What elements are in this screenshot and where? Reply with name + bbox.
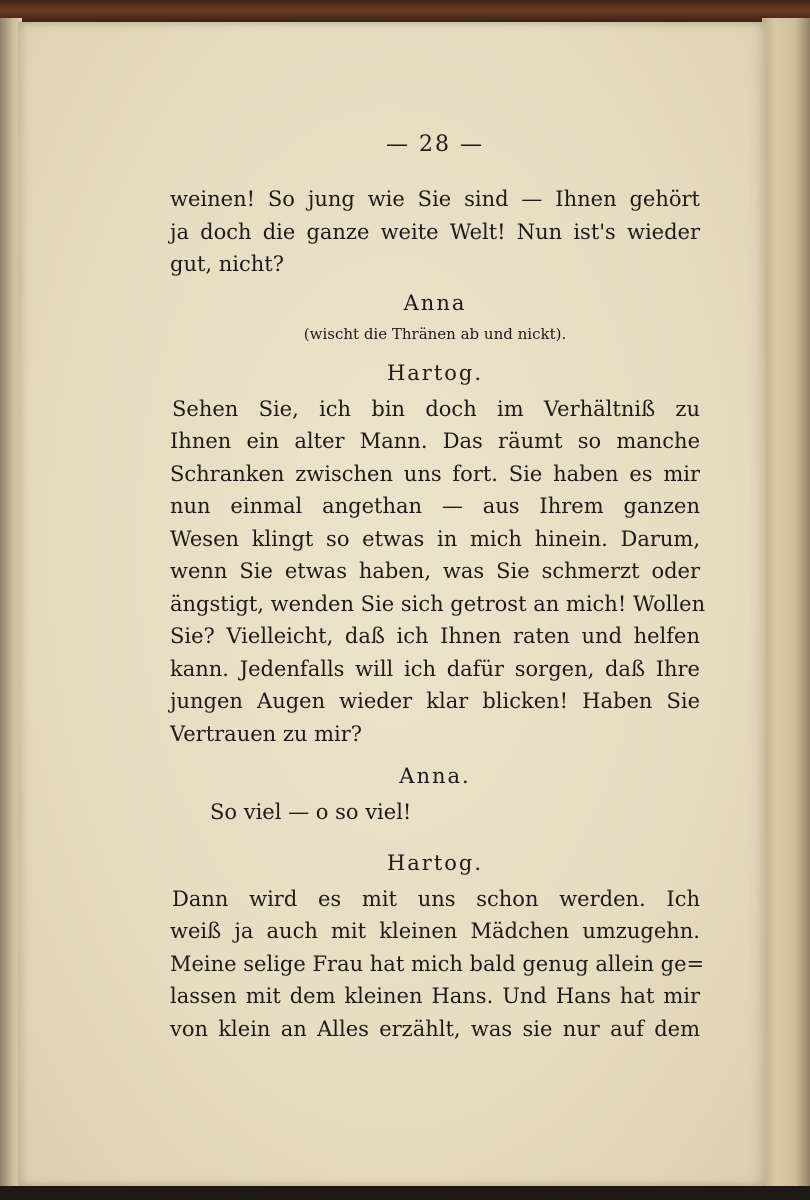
page-number: — 28 —: [386, 132, 484, 157]
text-line: Meine selige Frau hat mich bald genug allein ge=: [170, 951, 705, 976]
text-line: Dann wird es mit uns schon werden. Ich: [172, 886, 700, 911]
text-line: Sehen Sie, ich bin doch im Verhältniß zu: [172, 396, 700, 421]
text-line: ängstigt, wenden Sie sich getrost an mich! Wollen: [170, 591, 706, 616]
text-line: gut, nicht?: [170, 252, 284, 276]
text-line: Sie? Vielleicht, daß ich Ihnen raten und helfen: [170, 624, 700, 648]
text-line: nun einmal angethan — aus Ihrem ganzen: [170, 494, 700, 518]
text-line: wenn Sie etwas haben, was Sie schmerzt oder: [170, 559, 700, 583]
text-line: kann. Jedenfalls will ich dafür sorgen, daß Ihre: [170, 656, 700, 681]
speaker-hartog: Hartog.: [386, 850, 484, 875]
text-line: Ihnen ein alter Mann. Das räumt so manche: [170, 429, 700, 453]
text-line: Wesen klingt so etwas in mich hinein. Darum,: [170, 526, 700, 551]
speaker-anna: Anna: [403, 290, 467, 315]
page-text: [170, 132, 706, 1045]
text-line: Vertrauen zu mir?: [170, 721, 363, 746]
book-page: [18, 22, 766, 1186]
text-line: lassen mit dem kleinen Hans. Und Hans hat mir: [170, 984, 700, 1008]
speaker-hartog: Hartog.: [386, 360, 484, 385]
text-line: Schranken zwischen uns fort. Sie haben es mir: [170, 461, 700, 486]
text-line: weinen! So jung wie Sie sind — Ihnen gehört: [170, 187, 700, 211]
text-line: jungen Augen wieder klar blicken! Haben Sie: [170, 689, 700, 713]
paragraph-4: [170, 883, 705, 1046]
speaker-anna: Anna.: [399, 764, 471, 788]
stage-direction: (wischt die Thränen ab und nickt).: [303, 324, 567, 343]
paragraph-2: [170, 393, 706, 751]
text-line: von klein an Alles erzählt, was sie nur auf dem: [170, 1016, 700, 1041]
page-stack-right: [762, 18, 810, 1200]
text-line: weiß ja auch mit kleinen Mädchen umzugehn.: [170, 919, 700, 943]
text-line: ja doch die ganze weite Welt! Nun ist's wieder: [170, 219, 700, 244]
text-line: So viel — o so viel!: [210, 800, 412, 824]
paragraph-1: [170, 183, 700, 281]
book-edge-bottom: [0, 1186, 810, 1200]
